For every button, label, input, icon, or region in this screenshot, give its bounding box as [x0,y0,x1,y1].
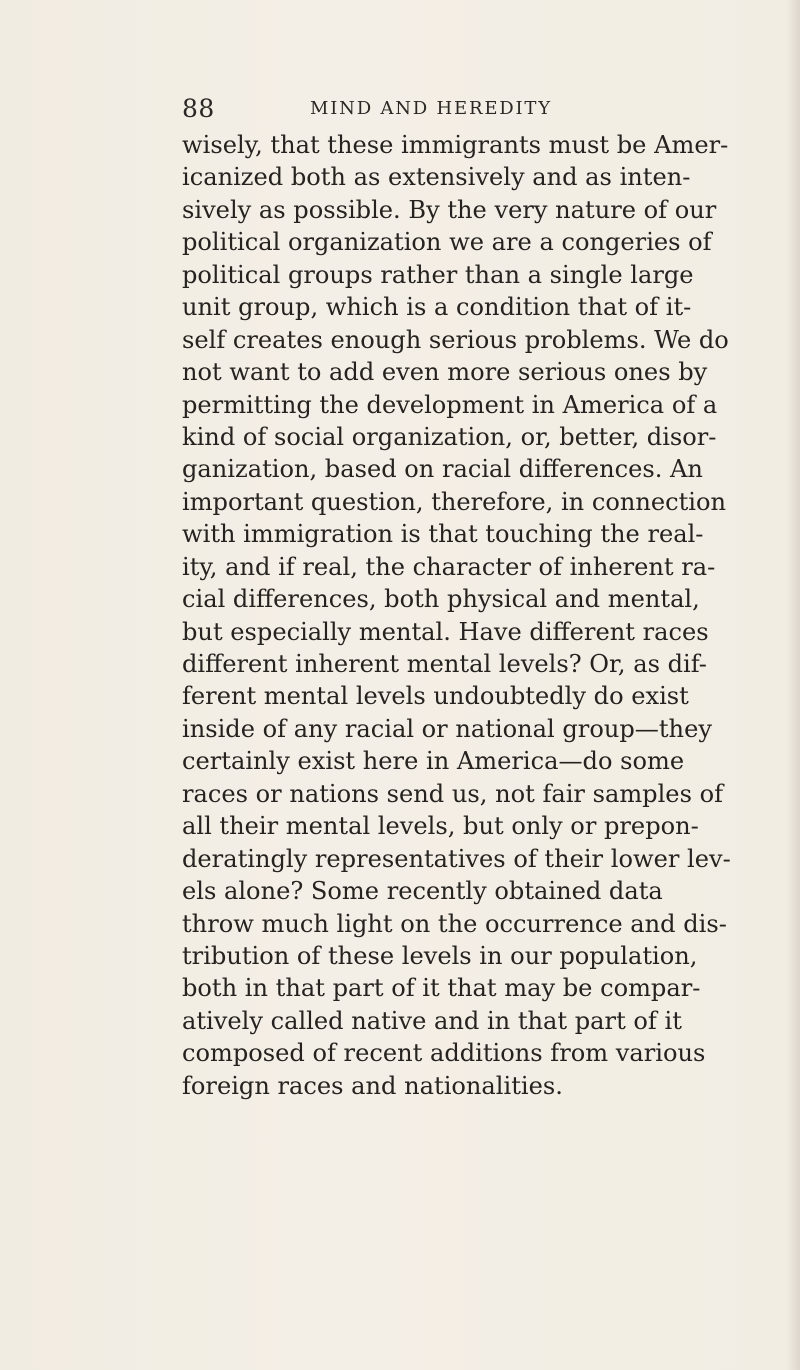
text-line: self creates enough serious problems. We do [182,325,729,354]
text-line: kind of social organization, or, better, disor- [182,422,717,451]
text-line: cial differences, both physical and mental, [182,585,700,614]
text-line: important question, therefore, in connection [182,487,727,516]
running-head: MIND AND HEREDITY [310,98,552,119]
text-line: unit group, which is a condition that of it- [182,293,692,322]
page-header [182,92,612,126]
text-line: with immigration is that touching the real- [182,520,704,549]
text-line: but especially mental. Have different races [182,617,709,646]
text-line: not want to add even more serious ones by [182,358,708,387]
text-line: icanized both as extensively and as inten- [182,163,691,192]
text-line: certainly exist here in America—do some [182,747,685,776]
text-line-last: foreign races and nationalities. [182,1071,563,1100]
text-line: atively called native and in that part of it [182,1006,682,1035]
text-line: composed of recent additions from various [182,1039,706,1068]
text-line: els alone? Some recently obtained data [182,877,663,906]
text-line: ity, and if real, the character of inherent ra- [182,552,716,581]
text-line: inside of any racial or national group—they [182,714,712,743]
text-line: sively as possible. By the very nature of our [182,195,717,224]
text-line: races or nations send us, not fair samples of [182,779,724,808]
text-line: different inherent mental levels? Or, as dif- [182,650,707,678]
body-paragraph [182,129,731,1102]
text-line: political groups rather than a single large [182,260,694,289]
text-line: both in that part of it that may be compar- [182,974,701,1003]
text-line: all their mental levels, but only or prepon- [182,812,699,841]
text-line: ferent mental levels undoubtedly do exist [182,682,689,711]
page-edge-shadow [786,0,800,1370]
text-line: throw much light on the occurrence and dis- [182,909,727,938]
text-line: political organization we are a congeries of [182,228,712,257]
text-line: permitting the development in America of a [182,390,718,419]
text-line: deratingly representatives of their lower lev- [182,844,731,873]
page-number: 88 [182,94,215,123]
text-line: tribution of these levels in our population, [182,941,698,970]
text-line: ganization, based on racial differences. An [182,455,703,484]
text-line: wisely, that these immigrants must be Amer- [182,131,729,159]
